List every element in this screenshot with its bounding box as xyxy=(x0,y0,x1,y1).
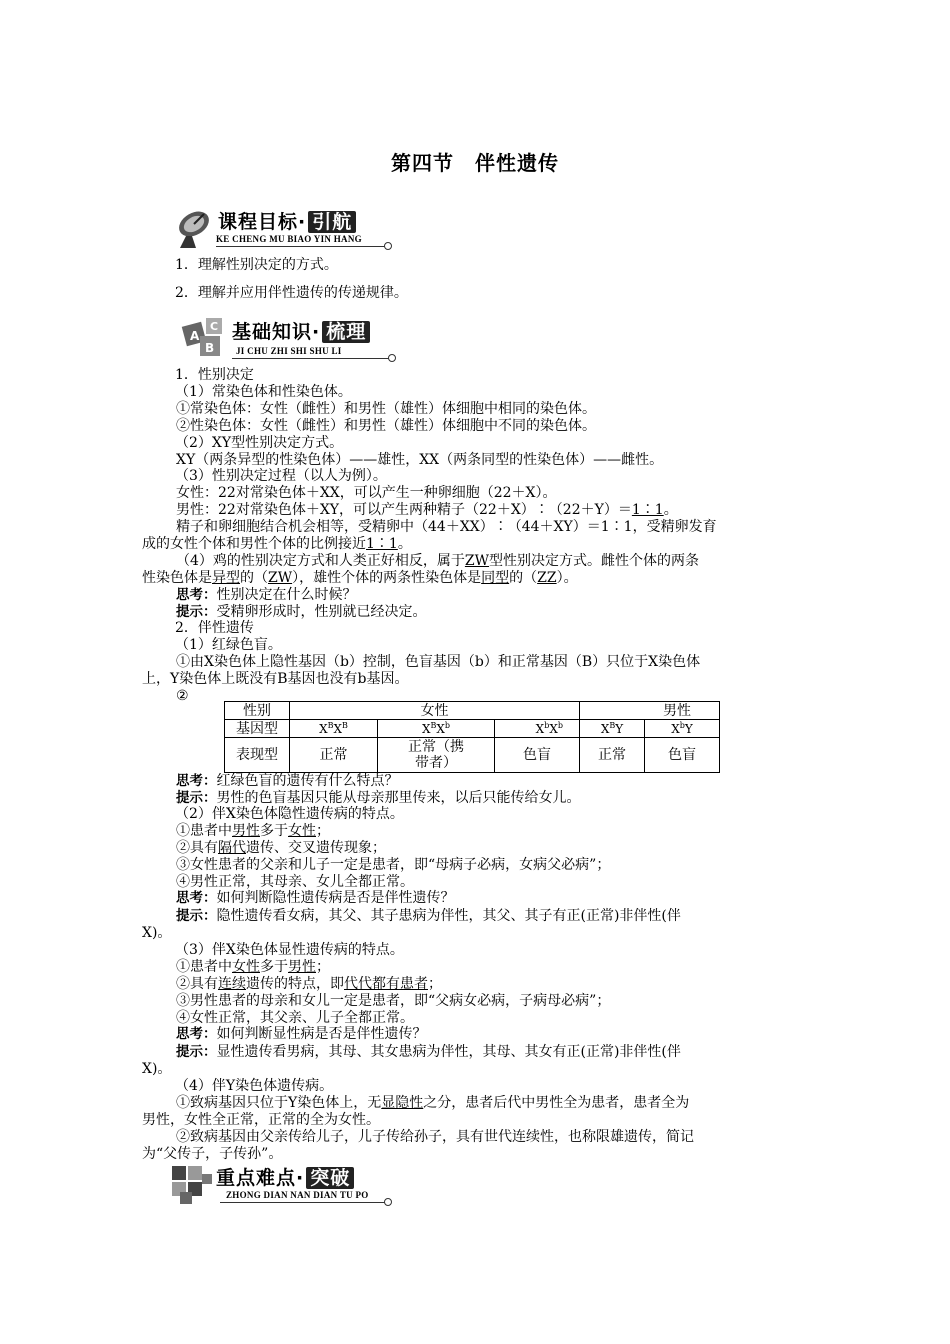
banner-dot xyxy=(384,242,392,250)
goal-1: 1．理解性别决定的方式。 xyxy=(175,257,338,273)
text-line: 成的女性个体和男性个体的比例接近1∶1。 xyxy=(142,536,412,552)
text-line: （3）性别决定过程（以人为例）。 xyxy=(175,468,387,484)
text-line: ①常染色体：女性（雌性）和男性（雄性）体细胞中相同的染色体。 xyxy=(176,401,596,417)
text-line: 性染色体是异型的（ZW），雄性个体的两条性染色体是同型的（ZZ）。 xyxy=(142,570,578,586)
text-line: 男性：22对常染色体＋XY，可以产生两种精子（22＋X）∶（22＋Y）＝1∶1。 xyxy=(176,502,678,518)
header-cell: 男性 xyxy=(580,702,720,720)
header-cell: 女性 xyxy=(290,702,580,720)
text-line: ①患者中男性多于女性； xyxy=(176,823,330,839)
banner-basic-knowledge xyxy=(180,316,405,362)
text-line: ④男性正常，其母亲、女儿全都正常。 xyxy=(176,874,414,890)
table-row xyxy=(225,720,720,738)
banner-dot xyxy=(388,354,396,362)
table-row xyxy=(225,702,720,720)
text-line: ①致病基因只位于Y染色体上，无显隐性之分，患者后代中男性全为患者，患者全为 xyxy=(176,1095,690,1111)
abc-blocks-icon xyxy=(180,316,236,360)
text-line: （2）XY型性别决定方式。 xyxy=(175,435,344,451)
genotype-cell: $X^bX^b$ xyxy=(495,720,580,738)
genotype-cell: $X^bY$ xyxy=(645,720,720,738)
think-line: 思考：如何判断显性病是否是伴性遗传？ xyxy=(176,1026,427,1042)
think-line: 思考：如何判断隐性遗传病是否是伴性遗传？ xyxy=(176,890,455,906)
text-line: ③女性患者的父亲和儿子一定是患者，即“母病子必病，女病父必病”； xyxy=(176,857,611,873)
row-label: 基因型 xyxy=(225,720,290,738)
text-line: X)。 xyxy=(142,1061,172,1077)
banner-key-difficulties xyxy=(168,1162,398,1208)
genotype-cell: $X^BX^b$ xyxy=(378,720,495,738)
text-line: ③男性患者的母亲和女儿一定是患者，即“父病女必病，子病母必病”； xyxy=(176,993,611,1009)
hint-line: 提示：隐性遗传看女病，其父、其子患病为伴性，其父、其子有正(正常)非伴性(伴 xyxy=(176,908,681,924)
svg-text:A: A xyxy=(190,329,200,343)
hint-line: 提示：受精卵形成时，性别就已经决定。 xyxy=(176,604,427,620)
text-line: ②具有连续遗传的特点，即代代都有患者； xyxy=(176,976,442,992)
header-cell: 性别 xyxy=(225,702,290,720)
banner-dot xyxy=(384,1198,392,1206)
hint-line: 提示：男性的色盲基因只能从母亲那里传来，以后只能传给女儿。 xyxy=(176,790,581,806)
banner-pinyin: JI CHU ZHI SHI SHU LI xyxy=(236,346,342,356)
text-line: （1）常染色体和性染色体。 xyxy=(175,384,352,400)
text-line: ④女性正常，其父亲、儿子全都正常。 xyxy=(176,1010,414,1026)
text-line: （2）伴X染色体隐性遗传病的特点。 xyxy=(175,806,404,822)
banner-title: 重点难点· 突破 xyxy=(216,1163,354,1190)
row-label: 表现型 xyxy=(225,738,290,773)
hint-line: 提示：显性遗传看男病，其母、其女患病为伴性，其母、其女有正(正常)非伴性(伴 xyxy=(176,1044,681,1060)
genotype-cell: $X^BY$ xyxy=(580,720,645,738)
phenotype-cell: 色盲 xyxy=(495,738,580,773)
text-line: 女性：22对常染色体＋XX，可以产生一种卵细胞（22＋X）。 xyxy=(176,485,557,501)
banner-rule xyxy=(220,1202,386,1203)
banner-title: 基础知识· 梳理 xyxy=(232,317,370,344)
banner-rule xyxy=(216,246,386,247)
text-line: ①由X染色体上隐性基因（b）控制，色盲基因（b）和正常基因（B）只位于X染色体 xyxy=(176,654,701,670)
text-line: （3）伴X染色体显性遗传病的特点。 xyxy=(175,942,404,958)
page-title: 第四节 伴性遗传 xyxy=(391,151,559,175)
think-line: 思考：红绿色盲的遗传有什么特点？ xyxy=(176,773,399,789)
text-line: 男性，女性全正常，正常的全为女性。 xyxy=(142,1112,380,1128)
banner-pinyin: KE CHENG MU BIAO YIN HANG xyxy=(216,234,362,244)
text-line: （4）伴Y染色体遗传病。 xyxy=(175,1078,334,1094)
text-line: （1）红绿色盲。 xyxy=(175,637,282,653)
think-line: 思考：性别决定在什么时候？ xyxy=(176,587,357,603)
text-line: 为“父传子，子传孙”。 xyxy=(142,1146,283,1162)
genotype-cell: $X^BX^B$ xyxy=(290,720,378,738)
banner-pinyin: ZHONG DIAN NAN DIAN TU PO xyxy=(226,1190,369,1200)
svg-text:C: C xyxy=(210,320,219,333)
banner-rule xyxy=(232,358,390,359)
banner-course-goals xyxy=(172,206,402,252)
text-line: ② xyxy=(176,688,189,704)
phenotype-cell: 正常 xyxy=(290,738,378,773)
text-line: ②致病基因由父亲传给儿子，儿子传给孙子，具有世代连续性，也称限雄遗传，简记 xyxy=(176,1129,694,1145)
phenotype-cell: 正常（携 带者） xyxy=(378,738,495,773)
text-line: 精子和卵细胞结合机会相等，受精卵中（44＋XX）∶（44＋XY）＝1∶1，受精卵发育 xyxy=(176,519,717,535)
text-line: （4）鸡的性别决定方式和人类正好相反，属于ZW型性别决定方式。雌性个体的两条 xyxy=(176,553,700,569)
section-heading: 1．性别决定 xyxy=(175,367,254,383)
text-line: XY（两条异型的性染色体）——雄性，XX（两条同型的性染色体）——雌性。 xyxy=(176,452,664,468)
text-line: X)。 xyxy=(142,925,172,941)
text-line: ①患者中女性多于男性； xyxy=(176,959,330,975)
text-line: 上，Y染色体上既没有B基因也没有b基因。 xyxy=(142,671,409,687)
section-heading: 2．伴性遗传 xyxy=(175,620,254,636)
goal-2: 2．理解并应用伴性遗传的传递规律。 xyxy=(175,285,408,301)
svg-text:B: B xyxy=(205,341,215,355)
text-line: ②性染色体：女性（雌性）和男性（雄性）体细胞中不同的染色体。 xyxy=(176,418,596,434)
genotype-table xyxy=(224,701,720,773)
banner-title: 课程目标· 引航 xyxy=(218,207,356,234)
phenotype-cell: 色盲 xyxy=(645,738,720,773)
text-line: ②具有隔代遗传、交叉遗传现象； xyxy=(176,840,386,856)
table-row xyxy=(225,738,720,773)
phenotype-cell: 正常 xyxy=(580,738,645,773)
